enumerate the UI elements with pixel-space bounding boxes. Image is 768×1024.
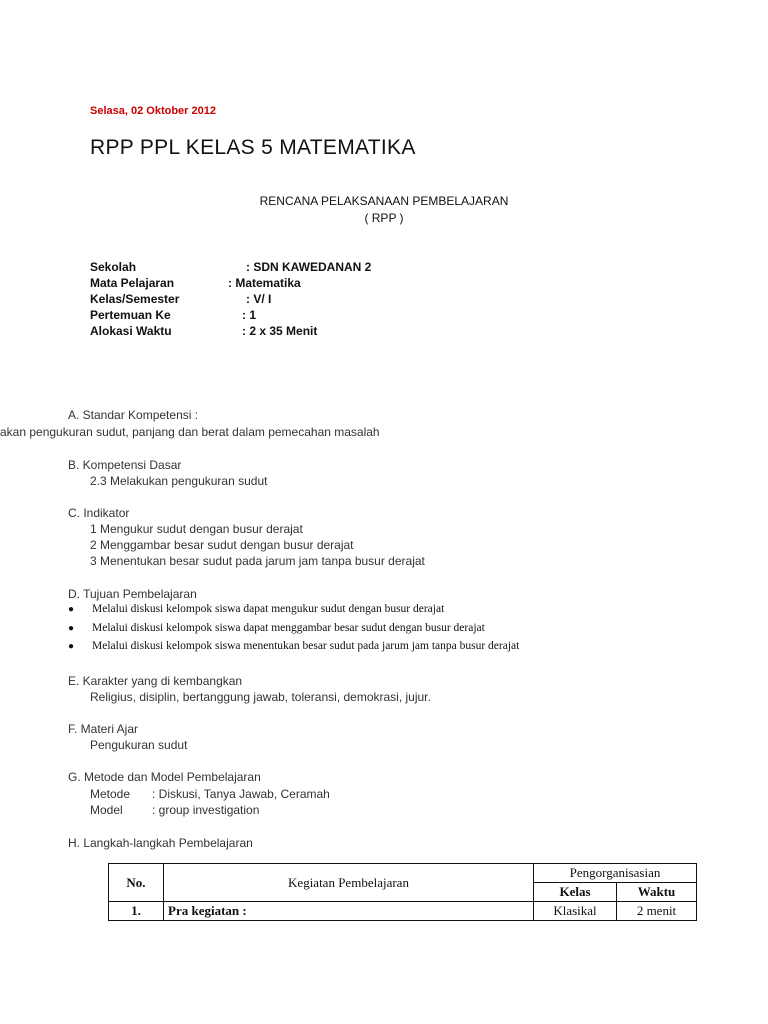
document-subheading: ( RPP ): [364, 211, 404, 225]
section-b-title: B. Kompetensi Dasar: [68, 458, 182, 472]
identity-value-mapel: : Matematika: [228, 276, 301, 290]
bullet-icon: ●: [68, 641, 75, 652]
section-b-text: 2.3 Melakukan pengukuran sudut: [90, 474, 268, 488]
metode-value: : Diskusi, Tanya Jawab, Ceramah: [152, 787, 330, 801]
column-header-kegiatan: Kegiatan Pembelajaran: [164, 864, 534, 902]
document-heading: RENCANA PELAKSANAAN PEMBELAJARAN: [259, 194, 509, 208]
table-cell-no: 1.: [109, 902, 164, 921]
metode-label: Metode: [90, 787, 131, 801]
objective-item: Melalui diskusi kelompok siswa menentukan besar sudut pada jarum jam tanpa busur derajat: [92, 640, 520, 652]
model-label: Model: [90, 803, 123, 817]
post-date: Selasa, 02 Oktober 2012: [90, 105, 216, 117]
section-g-title: G. Metode dan Model Pembelajaran: [68, 770, 261, 784]
column-header-no: No.: [109, 864, 164, 902]
model-value: : group investigation: [152, 803, 260, 817]
table-cell-kegiatan: Pra kegiatan :: [164, 902, 534, 921]
identity-value-kelas: : V/ I: [246, 292, 272, 306]
objective-item: Melalui diskusi kelompok siswa dapat menggambar besar sudut dengan busur derajat: [92, 622, 485, 634]
identity-label-sekolah: Sekolah: [90, 260, 137, 274]
identity-value-sekolah: : SDN KAWEDANAN 2: [246, 260, 372, 274]
bullet-icon: ●: [68, 623, 75, 634]
identity-value-alokasi: : 2 x 35 Menit: [242, 324, 318, 338]
indicator-item: 3 Menentukan besar sudut pada jarum jam tanpa busur derajat: [90, 554, 425, 568]
identity-label-kelas: Kelas/Semester: [90, 292, 180, 306]
indicator-item: 1 Mengukur sudut dengan busur derajat: [90, 522, 303, 536]
section-e-text: Religius, disiplin, bertanggung jawab, toleransi, demokrasi, jujur.: [90, 690, 431, 704]
bullet-icon: ●: [68, 604, 75, 615]
section-a-text: akan pengukuran sudut, panjang dan berat dalam pemecahan masalah: [0, 425, 380, 439]
column-header-waktu: Waktu: [617, 883, 697, 902]
section-d-title: D. Tujuan Pembelajaran: [68, 587, 197, 601]
section-c-title: C. Indikator: [68, 506, 130, 520]
identity-label-pertemuan: Pertemuan Ke: [90, 308, 171, 322]
table-cell-waktu: 2 menit: [617, 902, 697, 921]
page-title: RPP PPL KELAS 5 MATEMATIKA: [90, 136, 416, 159]
section-h-title: H. Langkah-langkah Pembelajaran: [68, 836, 253, 850]
identity-label-alokasi: Alokasi Waktu: [90, 324, 172, 338]
section-f-title: F. Materi Ajar: [68, 722, 139, 736]
identity-label-mapel: Mata Pelajaran: [90, 276, 175, 290]
learning-steps-table: [108, 863, 697, 921]
table-cell-kelas: Klasikal: [534, 902, 617, 921]
section-e-title: E. Karakter yang di kembangkan: [68, 674, 243, 688]
section-f-text: Pengukuran sudut: [90, 738, 188, 752]
objective-item: Melalui diskusi kelompok siswa dapat mengukur sudut dengan busur derajat: [92, 603, 445, 615]
section-a-title: A. Standar Kompetensi :: [68, 408, 199, 422]
column-header-kelas: Kelas: [534, 883, 617, 902]
column-header-pengorganisasian: Pengorganisasian: [534, 864, 697, 883]
table-row: [109, 902, 697, 921]
indicator-item: 2 Menggambar besar sudut dengan busur derajat: [90, 538, 354, 552]
identity-value-pertemuan: : 1: [242, 308, 257, 322]
